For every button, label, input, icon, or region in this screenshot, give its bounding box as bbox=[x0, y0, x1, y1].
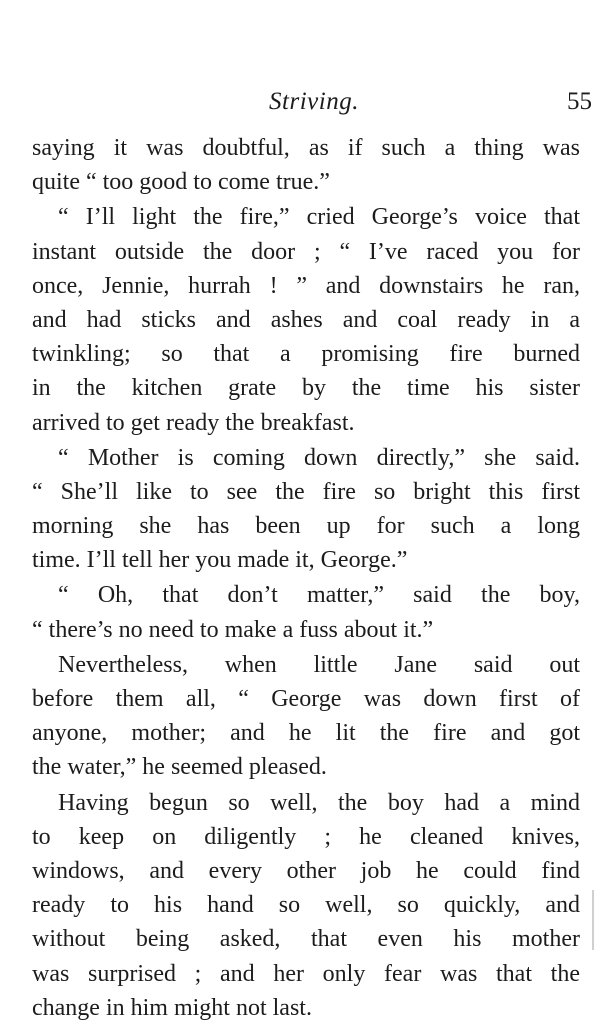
text-line: “ there’s no need to make a fuss about it.” bbox=[32, 616, 434, 643]
text-line: “ Oh, that don’t matter,” said the boy, bbox=[58, 582, 580, 609]
page-number: 55 bbox=[567, 88, 592, 115]
paragraph bbox=[32, 441, 580, 578]
text-line: change in him might not last. bbox=[32, 994, 312, 1021]
text-line: time. I’ll tell her you made it, George.” bbox=[32, 547, 408, 574]
text-line: without being asked, that even his mother bbox=[32, 926, 580, 953]
text-line: and had sticks and ashes and coal ready in a bbox=[32, 306, 580, 333]
text-line: once, Jennie, hurrah ! ” and downstairs he ran, bbox=[32, 272, 580, 299]
text-line: Having begun so well, the boy had a mind bbox=[58, 789, 580, 816]
running-head bbox=[36, 84, 592, 118]
margin-speck bbox=[592, 890, 594, 950]
text-line: “ Mother is coming down directly,” she said. bbox=[58, 444, 580, 471]
paragraph bbox=[32, 648, 580, 785]
text-line: before them all, “ George was down first of bbox=[32, 686, 580, 712]
text-line: instant outside the door ; “ I’ve raced you for bbox=[32, 238, 580, 265]
paragraph bbox=[32, 200, 580, 439]
text-line: anyone, mother; and he lit the fire and got bbox=[32, 720, 580, 747]
paragraph bbox=[32, 786, 580, 1025]
text-line: saying it was doubtful, as if such a thing was bbox=[32, 135, 580, 161]
text-line: the water,” he seemed pleased. bbox=[32, 754, 327, 781]
text-line: windows, and every other job he could find bbox=[32, 857, 580, 884]
paragraph bbox=[32, 578, 580, 646]
text-line: to keep on diligently ; he cleaned knives, bbox=[32, 823, 580, 850]
running-title: Striving. bbox=[269, 88, 359, 115]
text-line: Nevertheless, when little Jane said out bbox=[58, 651, 580, 678]
paragraph bbox=[32, 131, 580, 199]
text-line: twinkling; so that a promising fire burned bbox=[32, 341, 580, 368]
text-line: “ I’ll light the fire,” cried George’s voice that bbox=[58, 204, 580, 231]
text-line: “ She’ll like to see the fire so bright this first bbox=[32, 478, 580, 505]
text-line: arrived to get ready the breakfast. bbox=[32, 409, 355, 436]
text-line: was surprised ; and her only fear was that the bbox=[32, 960, 580, 987]
text-line: in the kitchen grate by the time his sister bbox=[32, 375, 580, 402]
text-line: quite “ too good to come true.” bbox=[32, 169, 330, 196]
body-text bbox=[32, 131, 580, 1025]
text-line: morning she has been up for such a long bbox=[32, 513, 580, 540]
text-line: ready to his hand so well, so quickly, and bbox=[32, 892, 580, 919]
